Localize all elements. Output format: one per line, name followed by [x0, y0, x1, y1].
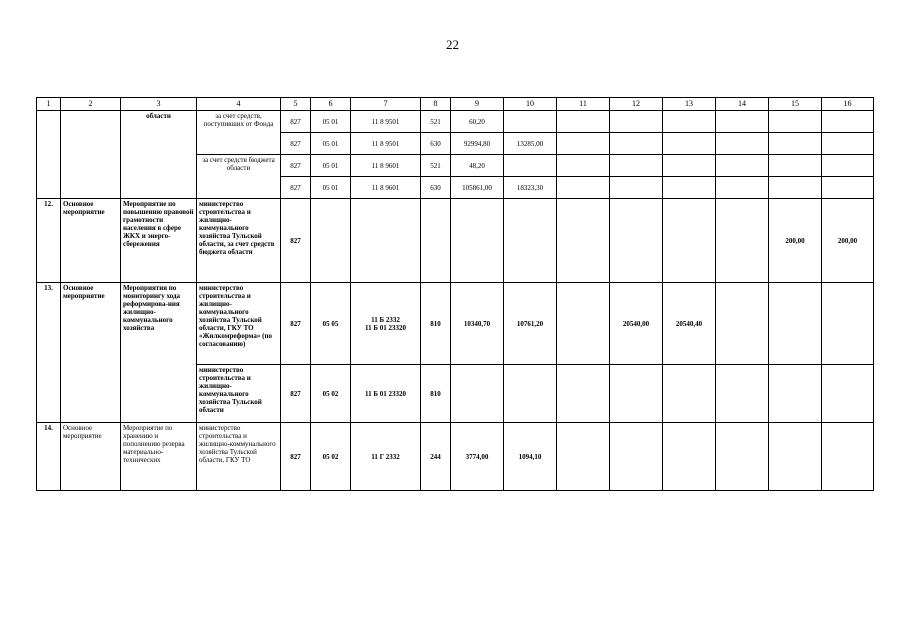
table-cell: 13285,00 [504, 133, 557, 155]
table-cell [557, 283, 610, 365]
table-cell [557, 199, 610, 283]
table-cell: 521 [421, 155, 451, 177]
table-cell [61, 111, 121, 199]
table-cell: 827 [281, 133, 311, 155]
code-line: 11 Б 01 23320 [365, 323, 406, 332]
table-cell: 810 [421, 365, 451, 423]
table-cell [663, 365, 716, 423]
header-cell: 8 [421, 98, 451, 111]
table-cell [351, 199, 421, 283]
table-cell: 827 [281, 111, 311, 133]
table-cell: 05 05 [311, 283, 351, 365]
table-cell: 200,00 [822, 199, 874, 283]
header-cell: 15 [769, 98, 822, 111]
table-cell: 10761,20 [504, 283, 557, 365]
header-cell: 1 [37, 98, 61, 111]
table-cell [822, 365, 874, 423]
table-cell [663, 177, 716, 199]
header-cell: 11 [557, 98, 610, 111]
table-cell [504, 199, 557, 283]
table-cell: Основное мероприятие [61, 423, 121, 491]
table-cell: 92994,80 [451, 133, 504, 155]
table-cell: 10340,70 [451, 283, 504, 365]
header-cell: 9 [451, 98, 504, 111]
table-cell: Мероприятия по мониторингу хода реформирова-ния жилищно-коммунального хозяйства [121, 283, 197, 423]
table-cell [557, 155, 610, 177]
table-cell: Мероприятие по повышению правовой грамотности населения в сфере ЖКХ и энерго-сбережения [121, 199, 197, 283]
table-cell [421, 199, 451, 283]
table-cell [822, 133, 874, 155]
table-cell: 827 [281, 283, 311, 365]
page-number: 22 [446, 37, 459, 52]
table-cell [663, 111, 716, 133]
header-cell: 7 [351, 98, 421, 111]
table-cell: 05 02 [311, 365, 351, 423]
table-cell [663, 423, 716, 491]
table-cell [716, 155, 769, 177]
table-cell: 200,00 [769, 199, 822, 283]
table-cell [716, 283, 769, 365]
table-cell: 244 [421, 423, 451, 491]
table-cell [451, 365, 504, 423]
table-cell: 521 [421, 111, 451, 133]
row-number: 12. [37, 199, 61, 283]
table-cell: 630 [421, 177, 451, 199]
table-cell: 827 [281, 155, 311, 177]
table-cell: за счет средств бюджета области [197, 155, 281, 199]
table-cell: министерство строительства и жилищно-коммунального хозяйства Тульской области [197, 365, 281, 423]
header-cell: 14 [716, 98, 769, 111]
table-cell [822, 155, 874, 177]
table-cell [610, 423, 663, 491]
table-cell [504, 111, 557, 133]
row-number: 13. [37, 283, 61, 423]
table-cell: министерство строительства и жилищно-коммунального хозяйства Тульской области, ГКУ ТО [197, 423, 281, 491]
table-cell [557, 111, 610, 133]
table-cell [311, 199, 351, 283]
table-cell: 05 01 [311, 111, 351, 133]
code-line: 11 Б 2332 [371, 315, 400, 324]
table-cell [769, 423, 822, 491]
table-cell: 60,20 [451, 111, 504, 133]
table-cell [716, 177, 769, 199]
table-cell: 827 [281, 177, 311, 199]
table-row [37, 283, 874, 365]
table-cell: 11 Б 01 23320 [351, 365, 421, 423]
table-cell: области [121, 111, 197, 199]
header-cell: 13 [663, 98, 716, 111]
table-cell [822, 111, 874, 133]
table-cell [822, 177, 874, 199]
table-cell [663, 199, 716, 283]
table-cell [451, 199, 504, 283]
table-cell [37, 111, 61, 199]
table-cell: 11 Г 2332 [351, 423, 421, 491]
table-cell: Основное мероприятие [61, 283, 121, 423]
budget-table [36, 97, 874, 491]
table-cell [610, 199, 663, 283]
table-cell [557, 365, 610, 423]
table-cell: 11 8 9501 [351, 111, 421, 133]
header-cell: 10 [504, 98, 557, 111]
table-cell [557, 177, 610, 199]
table-cell: Основное мероприятие [61, 199, 121, 283]
header-cell: 4 [197, 98, 281, 111]
table-cell: 18323,30 [504, 177, 557, 199]
table-cell: 05 01 [311, 155, 351, 177]
table-cell [610, 177, 663, 199]
table-cell: Мероприятие по хранению и пополнению резерва материально-технических [121, 423, 197, 491]
table-cell [610, 155, 663, 177]
header-cell: 3 [121, 98, 197, 111]
table-cell: 05 01 [311, 177, 351, 199]
table-cell [663, 133, 716, 155]
table-cell: 05 02 [311, 423, 351, 491]
table-cell [716, 111, 769, 133]
table-cell [557, 133, 610, 155]
table-cell [716, 199, 769, 283]
table-cell [769, 365, 822, 423]
table-cell [822, 423, 874, 491]
table-cell: 20540,00 [610, 283, 663, 365]
table-cell [557, 423, 610, 491]
table-cell [663, 155, 716, 177]
table-cell [610, 365, 663, 423]
table-cell [610, 133, 663, 155]
table-cell: 11 8 9501 [351, 133, 421, 155]
table-cell: 827 [281, 199, 311, 283]
table-cell: 48,20 [451, 155, 504, 177]
header-cell: 6 [311, 98, 351, 111]
table-cell: 05 01 [311, 133, 351, 155]
table-cell [822, 283, 874, 365]
table-cell: 3774,00 [451, 423, 504, 491]
table-cell [769, 155, 822, 177]
table-cell [769, 283, 822, 365]
table-cell: за счет средств, поступивших от Фонда [197, 111, 281, 155]
table-cell: 810 [421, 283, 451, 365]
table-cell: 105861,00 [451, 177, 504, 199]
header-cell: 16 [822, 98, 874, 111]
table-cell [769, 177, 822, 199]
table-cell [716, 423, 769, 491]
table-cell: 11 8 9601 [351, 155, 421, 177]
table-cell: министерство строительства и жилищно-коммунального хозяйства Тульской области, ГКУ ТО «Жилкомреформа» (по согласованию) [197, 283, 281, 365]
table-cell [716, 133, 769, 155]
table-cell: 20540,40 [663, 283, 716, 365]
table-cell [716, 365, 769, 423]
table-cell [504, 365, 557, 423]
table-cell: 11 8 9601 [351, 177, 421, 199]
table-cell [769, 111, 822, 133]
table-cell: 827 [281, 423, 311, 491]
table-cell [504, 155, 557, 177]
header-cell: 12 [610, 98, 663, 111]
header-cell: 5 [281, 98, 311, 111]
table-cell: министерство строительства и жилищно-коммунального хозяйства Тульской области, за счет средств бюджета области [197, 199, 281, 283]
table-cell: 1094,10 [504, 423, 557, 491]
table-row [37, 423, 874, 491]
row-number: 14. [37, 423, 61, 491]
table-cell: 630 [421, 133, 451, 155]
table-cell: 827 [281, 365, 311, 423]
table-row [37, 199, 874, 283]
table-cell [769, 133, 822, 155]
table-cell [351, 283, 421, 365]
header-cell: 2 [61, 98, 121, 111]
table-row [37, 111, 874, 133]
table-cell [610, 111, 663, 133]
header-row [37, 98, 874, 111]
